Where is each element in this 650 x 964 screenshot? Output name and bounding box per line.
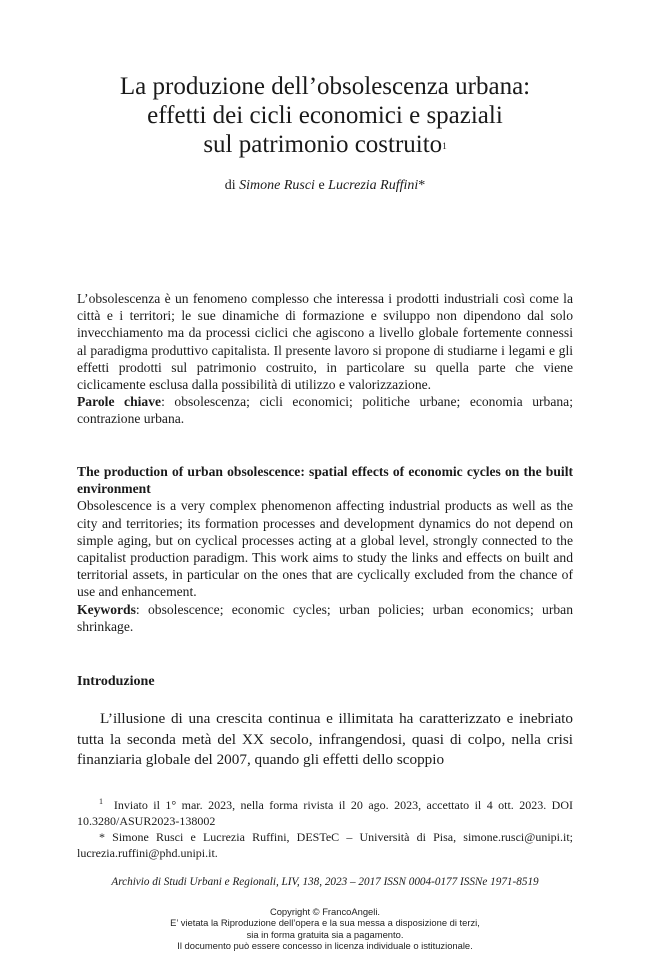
footnote-1 [77, 794, 573, 829]
footnote-1-text: Inviato il 1° mar. 2023, nella forma rivista il 20 ago. 2023, accettato il 4 ott. 2023. DOI 10.3280/ASUR2023-138002 [77, 798, 573, 828]
abstract-italian [77, 290, 573, 428]
abstract-italian-text: L’obsolescenza è un fenomeno complesso che interessa i prodotti industriali così come la città e i territori; le sue dinamiche di formazione e sviluppo non dipendono dal solo invecchiamento ma da processi ciclici che agiscono a livello globale fortemente connessi al paradigma produttivo capitalista. Il presente lavoro si propone di studiarne i legami e gli effetti prodotti sul patrimonio costruito, in particolare su quella parte che viene ciclicamente esclusa dalla possibilità di utilizzo e valorizzazione. [77, 291, 573, 393]
title-line-3 [60, 130, 590, 159]
copyright-notice [0, 906, 650, 952]
title-line-2: effetti dei cicli economici e spaziali [147, 102, 503, 129]
keywords-italian-values: : obsolescenza; cicli economici; politiche urbane; economia urbana; contrazione urbana. [77, 394, 573, 427]
footnote-1-mark: 1 [99, 797, 103, 806]
keywords-italian-label: Parole chiave [77, 394, 162, 410]
keywords-english [77, 601, 573, 635]
author-mark: * [418, 178, 426, 193]
keywords-english-values: : obsolescence; economic cycles; urban policies; urban economics; urban shrinkage. [77, 601, 573, 634]
footnotes [77, 794, 573, 861]
abstract-english [77, 463, 573, 635]
title-line-3-text: sul patrimonio costruito [203, 131, 443, 158]
abstract-english-title: The production of urban obsolescence: spatial effects of economic cycles on the built environment [77, 464, 573, 497]
author-conjunction: e [318, 178, 325, 193]
author-prefix: di [224, 178, 236, 193]
copyright-line-2: E’ vietata la Riproduzione dell’opera e la sua messa a disposizione di terzi, [170, 917, 480, 929]
copyright-line-3: sia in forma gratuita sia a pagamento. [246, 928, 404, 940]
footnote-2: * Simone Rusci e Lucrezia Ruffini, DESTeC – Università di Pisa, simone.rusci@unipi.it; lucrezia.ruffini@phd.unipi.it. [77, 830, 573, 860]
keywords-italian [77, 393, 573, 427]
intro-paragraph: L’illusione di una crescita continua e illimitata ha caratterizzato e inebriato tutta la seconda metà del XX secolo, infrangendosi, quasi di colpo, nella crisi finanziaria globale del 2007, quando gli effetti dello scoppio [77, 710, 573, 768]
abstract-english-text: Obsolescence is a very complex phenomenon affecting industrial products as well as the city and territories; its formation processes and development dynamics do not depend on simple aging, but on cyclical processes acting at a global level, strongly connected to the capitalist production paradigm. This work aims to study the links and effects on built and territorial assets, in particular on the ones that are cyclically excluded from the chance of use and enhancement. [77, 498, 573, 600]
author-line [60, 178, 590, 194]
copyright-line-4: Il documento può essere concesso in licenza individuale o istituzionale. [177, 940, 473, 952]
keywords-english-label: Keywords [77, 601, 136, 617]
author-name-1: Simone Rusci [239, 178, 315, 193]
title-line-1: La produzione dell’obsolescenza urbana: [119, 73, 531, 100]
section-heading-introduzione: Introduzione [77, 674, 155, 689]
copyright-line-1: Copyright © FrancoAngeli. [269, 906, 381, 917]
author-name-2: Lucrezia Ruffini [328, 178, 419, 193]
journal-footer: Archivio di Studi Urbani e Regionali, LIV, 138, 2023 – 2017 ISSN 0004-0177 ISSNe 1971-8519 [111, 876, 539, 888]
article-title [60, 72, 590, 159]
intro-body [77, 709, 573, 771]
title-footnote-mark: 1 [442, 141, 447, 151]
